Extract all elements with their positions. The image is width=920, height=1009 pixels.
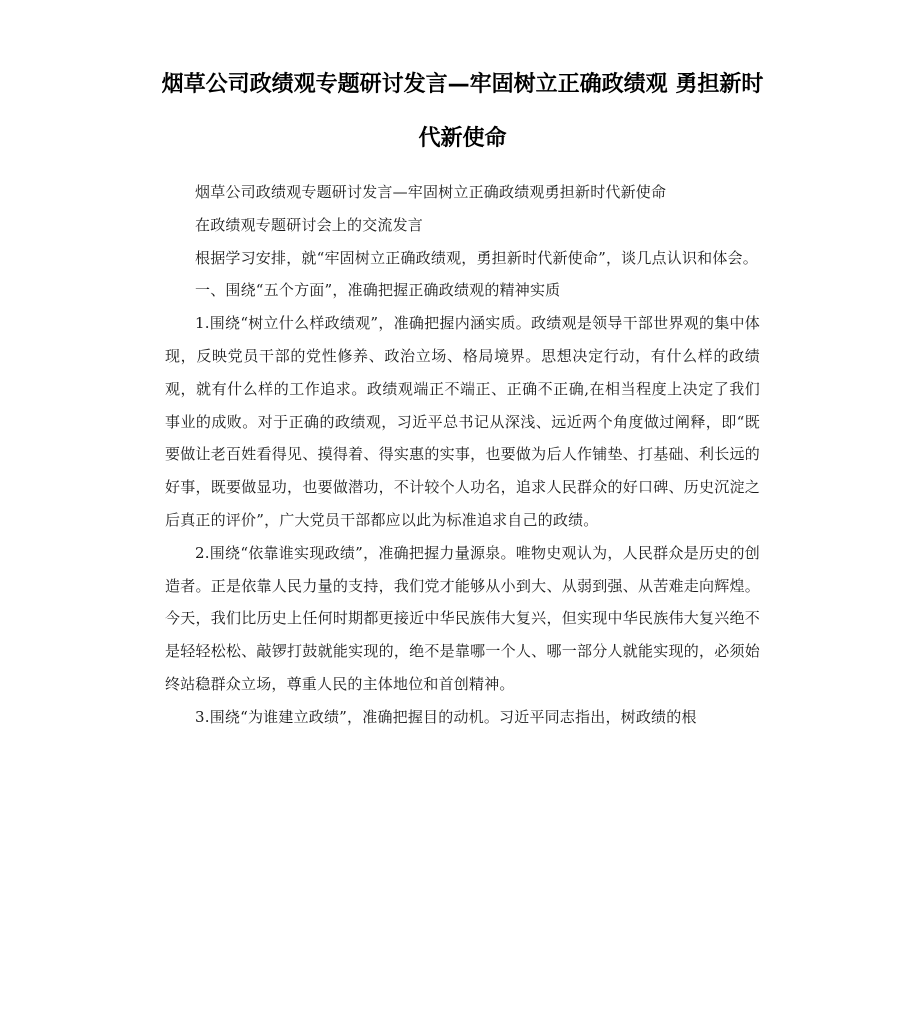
- paragraph-point-3: 3.围绕“为谁建立政绩”，准确把握目的动机。习近平同志指出，树政绩的根: [195, 707, 697, 726]
- paragraph-occasion: 在政绩观专题研讨会上的交流发言: [195, 215, 424, 234]
- paragraph-subtitle: 烟草公司政绩观专题研讨发言—牢固树立正确政绩观勇担新时代新使命: [195, 183, 667, 201]
- section-heading-1: 一、围绕“五个方面”，准确把握正确政绩观的精神实质: [195, 281, 561, 300]
- paragraph-intro: 根据学习安排，就“牢固树立正确政绩观，勇担新时代新使命”，谈几点认识和体会。: [195, 248, 758, 267]
- document-body: [165, 176, 760, 734]
- paragraph-point-1: 1.围绕“树立什么样政绩观”，准确把握内涵实质。政绩观是领导干部世界观的集中体现，反映党员干部的党性修养、政治立场、格局境界。思想决定行动，有什么样的政绩观，就有什么样的工作追求。政绩观端正不端正、正确不正确,在相当程度上决定了我们事业的成败。对于正确的政绩观，习近平总书记从深浅、远近两个角度做过阐释，即“既要做让老百姓看得见、摸得着、得实惠的实事，也要做为后人作铺垫、打基础、利长远的好事，既要做显功，也要做潜功，不计较个人功名，追求人民群众的好口碑、历史沉淀之后真正的评价”，广大党员干部都应以此为标准追求自己的政绩。: [165, 314, 760, 529]
- paragraph-point-2: 2.围绕“依靠谁实现政绩”，准确把握力量源泉。唯物史观认为，人民群众是历史的创造者。正是依靠人民力量的支持，我们党才能够从小到大、从弱到强、从苦难走向辉煌。今天，我们比历史上任何时期都更接近中华民族伟大复兴，但实现中华民族伟大复兴绝不是轻轻松松、敲锣打鼓就能实现的，绝不是靠哪一个人、哪一部分人就能实现的，必须始终站稳群众立场，尊重人民的主体地位和首创精神。: [165, 543, 760, 693]
- document-title: 烟草公司政绩观专题研讨发言—牢固树立正确政绩观 勇担新时代新使命: [161, 72, 764, 151]
